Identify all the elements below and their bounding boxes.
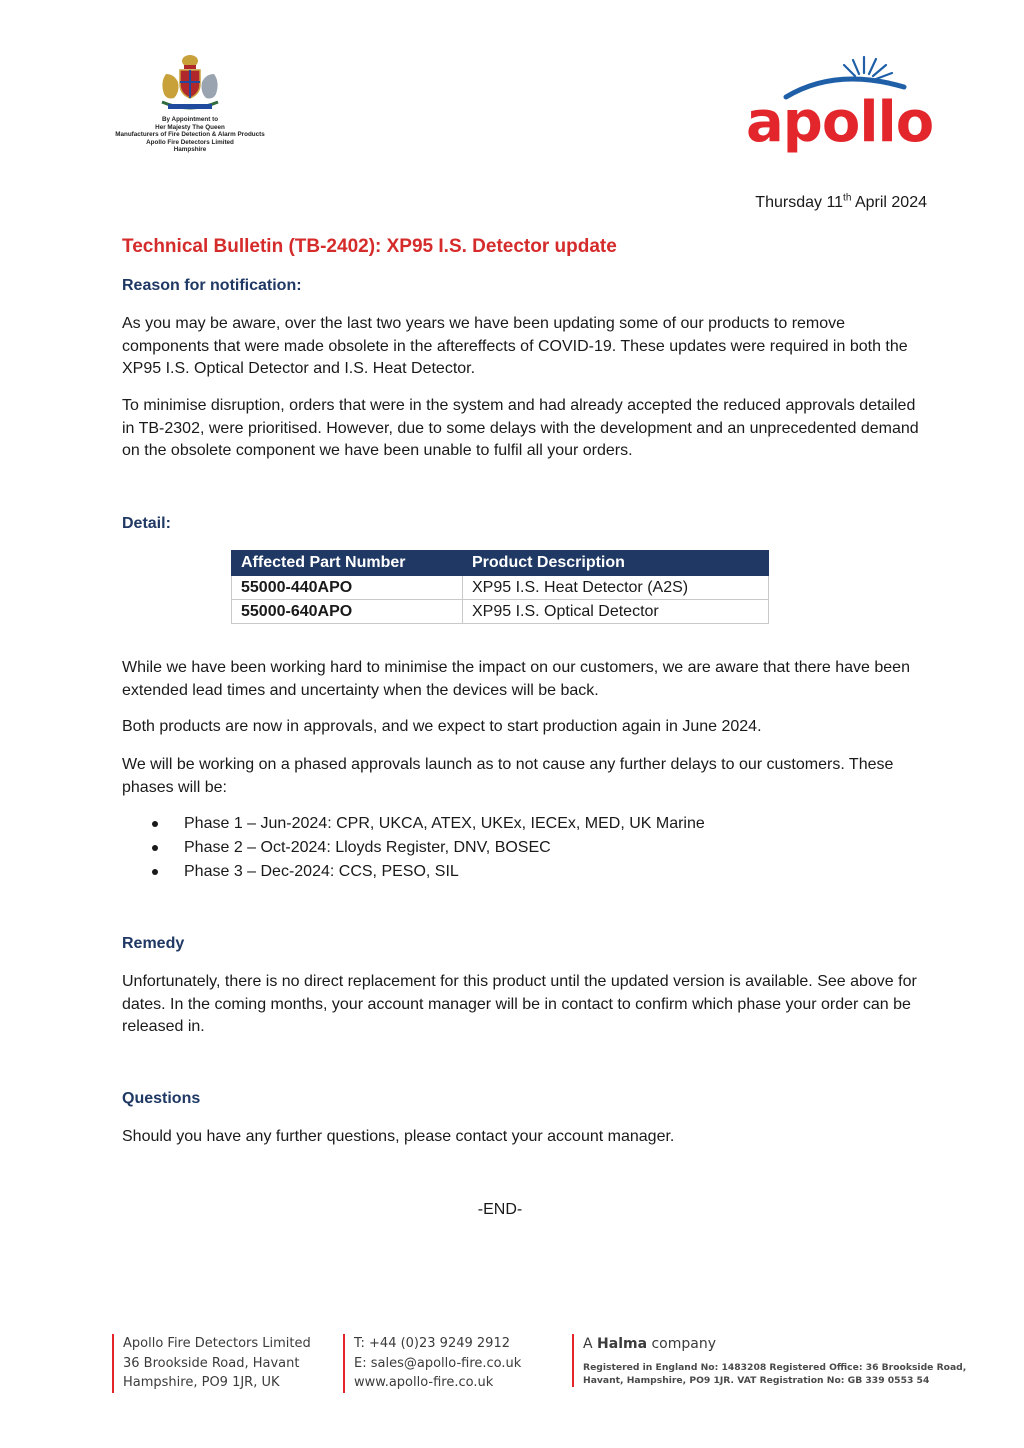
bullet-icon [152, 869, 158, 875]
royal-warrant [100, 52, 280, 154]
part-number-cell: 55000-440APO [232, 576, 463, 600]
warrant-line: Manufacturers of Fire Detection & Alarm Products [115, 131, 265, 139]
end-marker: -END- [477, 1201, 523, 1218]
registration-line: Havant, Hampshire, PO9 1JR. VAT Registration No: GB 339 0553 54 [583, 1374, 930, 1386]
reason-paragraph-1: As you may be aware, over the last two years we have been updating some of our products to remove components that were made obsolete in the aftereffects of COVID-19. These updates were required in both the XP95 I.S. Optical Detector and I.S. Heat Detector. [122, 315, 908, 378]
footer-region: Hampshire, PO9 1JR, UK [123, 1375, 280, 1390]
list-item: Phase 1 – Jun-2024: CPR, UKCA, ATEX, UKEx, IECEx, MED, UK Marine [150, 813, 705, 837]
halma-company-label: A Halma company [583, 1336, 717, 1352]
warrant-line: Apollo Fire Detectors Limited [146, 138, 234, 146]
registration-line: Registered in England No: 1483208 Registered Office: 36 Brookside Road, [583, 1362, 967, 1373]
part-number-cell: 55000-640APO [232, 600, 463, 624]
questions-paragraph: Should you have any further questions, please contact your account manager. [122, 1128, 675, 1145]
warrant-line: Hampshire [173, 146, 207, 154]
bulletin-title: Technical Bulletin (TB-2402): XP95 I.S. Detector update [122, 236, 617, 257]
detail-paragraph-1: While we have been working hard to minimise the impact on our customers, we are aware that there have been extended lead times and uncertainty when the devices will be back. [122, 659, 910, 699]
description-cell: XP95 I.S. Optical Detector [463, 600, 769, 624]
footer-website[interactable]: www.apollo-fire.co.uk [354, 1375, 494, 1390]
list-item: Phase 3 – Dec-2024: CCS, PESO, SIL [150, 861, 705, 885]
detail-paragraph-3: We will be working on a phased approvals launch as to not cause any further delays to our customers. These phases will be: [122, 756, 894, 796]
footer-email[interactable]: E: sales@apollo-fire.co.uk [354, 1355, 522, 1371]
footer-registration [572, 1334, 966, 1387]
apollo-wordmark: apollo [746, 90, 934, 155]
reason-paragraph-2: To minimise disruption, orders that were in the system and had already accepted the reduced approvals detailed in TB-2302, were prioritised. However, due to some delays with the development and an unprecedented demand on the obsolete component we have been unable to fulfil all your orders. [122, 397, 919, 460]
table-row [232, 576, 769, 600]
reason-heading: Reason for notification: [122, 277, 302, 294]
footer-company-name: Apollo Fire Detectors Limited [123, 1336, 311, 1351]
footer-street: 36 Brookside Road, Havant [123, 1355, 300, 1371]
description-cell: XP95 I.S. Heat Detector (A2S) [463, 576, 769, 600]
bullet-icon [152, 821, 158, 827]
column-header-part-number: Affected Part Number [232, 551, 463, 576]
royal-coat-of-arms-icon [154, 52, 226, 116]
remedy-paragraph: Unfortunately, there is no direct replacement for this product until the updated version is available. See above for dates. In the coming months, your account manager will be in contact to confirm which phase your order can be released in. [122, 973, 917, 1036]
footer-phone: T: +44 (0)23 9249 2912 [354, 1336, 510, 1351]
questions-heading: Questions [122, 1090, 201, 1107]
column-header-description: Product Description [463, 551, 769, 576]
detail-paragraph-2: Both products are now in approvals, and we expect to start production again in June 2024. [122, 718, 762, 735]
bullet-icon [152, 845, 158, 851]
footer-address [112, 1334, 311, 1393]
detail-heading: Detail: [122, 515, 171, 532]
footer-contact [343, 1334, 521, 1393]
table-header-row [232, 551, 769, 576]
phases-list [150, 813, 705, 885]
warrant-line: Her Majesty The Queen [155, 123, 225, 131]
table-row [232, 600, 769, 624]
apollo-logo [746, 55, 941, 165]
remedy-heading: Remedy [122, 935, 185, 952]
list-item: Phase 2 – Oct-2024: Lloyds Register, DNV, BOSEC [150, 837, 705, 861]
bulletin-date: Thursday 11th April 2024 [755, 192, 927, 211]
warrant-line: By Appointment to [161, 116, 219, 123]
affected-parts-table [231, 550, 769, 624]
